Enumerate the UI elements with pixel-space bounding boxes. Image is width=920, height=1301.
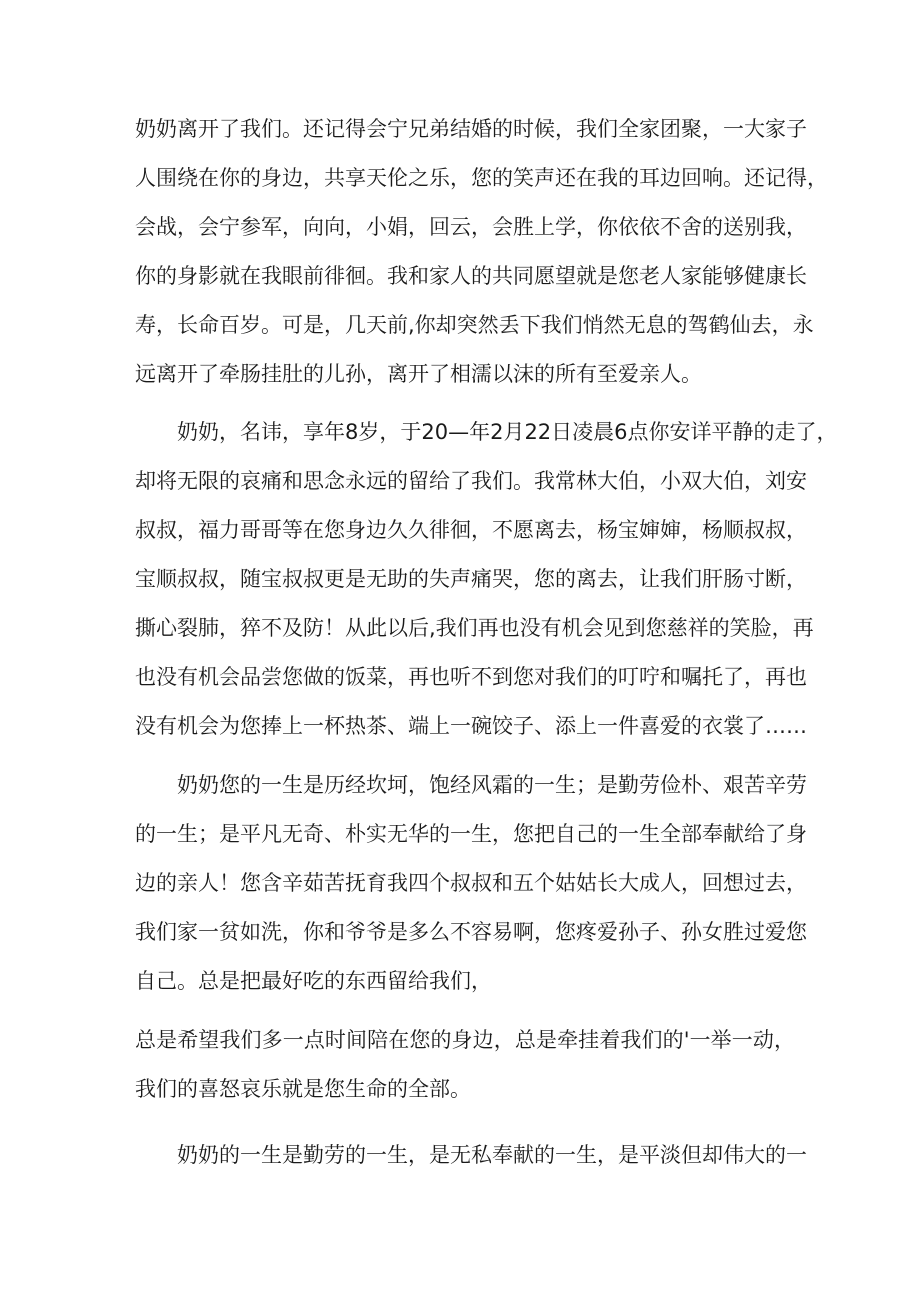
- text-line: 奶奶，名讳，享年8岁，于20—年2月22日凌晨6点你安详平静的走了，: [177, 420, 838, 444]
- text-line: 我们的喜怒哀乐就是您生命的全部。: [135, 1077, 471, 1101]
- text-line: 宝顺叔叔，随宝叔叔更是无助的失声痛哭，您的离去，让我们肝肠寸断，: [135, 567, 807, 591]
- text-line: 却将无限的哀痛和思念永远的留给了我们。我常林大伯，小双大伯，刘安: [135, 469, 807, 493]
- text-line: 叔叔，福力哥哥等在您身边久久徘徊，不愿离去，杨宝婶婶，杨顺叔叔，: [135, 518, 807, 542]
- text-line: 你的身影就在我眼前徘徊。我和家人的共同愿望就是您老人家能够健康长: [135, 264, 807, 288]
- text-line: 奶奶的一生是勤劳的一生，是无私奉献的一生，是平淡但却伟大的一: [177, 1143, 807, 1167]
- text-line: 的一生；是平凡无奇、朴实无华的一生，您把自己的一生全部奉献给了身: [135, 822, 807, 846]
- text-line: 自己。总是把最好吃的东西留给我们，: [135, 969, 492, 993]
- text-line: 远离开了牵肠挂肚的儿孙，离开了相濡以沫的所有至爱亲人。: [135, 362, 702, 386]
- text-line: 总是希望我们多一点时间陪在您的身边，总是牵挂着我们的'一举一动，: [135, 1028, 795, 1052]
- text-line: 没有机会为您捧上一杯热茶、端上一碗饺子、添上一件喜爱的衣裳了……: [135, 714, 807, 738]
- text-line: 也没有机会品尝您做的饭菜，再也听不到您对我们的叮咛和嘱托了，再也: [135, 665, 807, 689]
- text-line: 我们家一贫如洗，你和爷爷是多么不容易啊，您疼爱孙子、孙女胜过爱您: [135, 920, 807, 944]
- text-line: 撕心裂肺，猝不及防！从此以后,我们再也没有机会见到您慈祥的笑脸，再: [135, 616, 814, 640]
- text-line: 会战，会宁参军，向向，小娟，回云，会胜上学，你依依不舍的送别我，: [135, 215, 807, 239]
- text-line: 奶奶离开了我们。还记得会宁兄弟结婚的时候，我们全家团聚，一大家子: [135, 117, 807, 141]
- text-line: 奶奶您的一生是历经坎坷，饱经风霜的一生；是勤劳俭朴、艰苦辛劳: [177, 773, 807, 797]
- text-line: 人围绕在你的身边，共享天伦之乐，您的笑声还在我的耳边回响。还记得，: [135, 166, 828, 190]
- text-line: 寿，长命百岁。可是，几天前,你却突然丢下我们悄然无息的驾鹤仙去，永: [135, 313, 814, 337]
- text-line: 边的亲人！您含辛茹苦抚育我四个叔叔和五个姑姑长大成人，回想过去，: [135, 871, 807, 895]
